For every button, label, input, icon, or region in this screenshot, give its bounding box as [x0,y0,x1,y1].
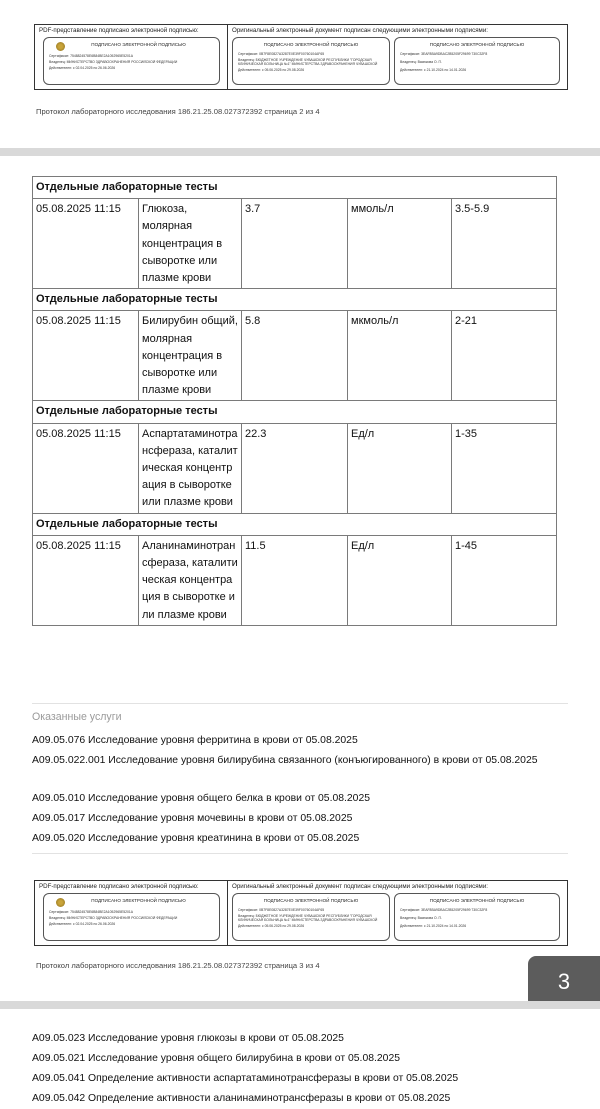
stamp-owner: Владелец: БЮДЖЕТНОЕ УЧРЕЖДЕНИЕ ЧУВАШСКОЙ РЕСПУБЛИКИ "ГОРОДСКАЯ КЛИНИЧЕСКАЯ БОЛЬНИЦА №1" МИНИСТЕРСТВА ЗДРАВООХРАНЕНИЯ ЧУВАШСКОЙ [238,58,378,66]
stamp-cert: Сертификат: 7548824578E6B84BE2A1052965E5201A [49,54,134,58]
cell-unit: Ед/л [348,535,452,625]
section-title: Отдельные лабораторные тесты [33,513,557,535]
section-title: Отдельные лабораторные тесты [33,289,557,311]
stamp-valid: Действителен: с 21.10.2024 по 14.01.2026 [400,924,467,928]
table-section-row [33,401,557,423]
stamp-owner: Владелец: МИНИСТЕРСТВО ЗДРАВООХРАНЕНИЯ РОССИЙСКОЙ ФЕДЕРАЦИИ [49,60,178,64]
stamp-valid: Действителен: с 21.10.2024 по 14.01.2026 [400,68,467,72]
cell-datetime: 05.08.2025 11:15 [33,311,139,401]
services-label: Оказанные услуги [32,711,122,723]
lab-results-table [32,176,557,626]
signature-block-top [34,24,568,90]
cell-test-name: Аланинаминотрансфераза, каталитическая концентрация в сыворотке или плазме крови [139,535,242,625]
cell-unit: мкмоль/л [348,311,452,401]
stamp-valid: Действителен: с 02.04.2025 по 26.06.2026 [49,922,116,926]
table-section-row [33,289,557,311]
service-item: A09.05.076 Исследование уровня ферритина в крови от 05.08.2025 [32,735,358,746]
stamp-cert: Сертификат: 0B7F8E0827A3287E0E39F00760104AF65 [238,908,325,912]
cell-test-name: Глюкоза, молярная концентрация в сыворотке или плазме крови [139,199,242,289]
page-divider [0,1001,600,1009]
signature-stamp [394,37,560,85]
section-title: Отдельные лабораторные тесты [33,177,557,199]
original-signature-header: Оригинальный электронный документ подписан следующими электронными подписями: [232,883,488,890]
stamp-title: ПОДПИСАНО ЭЛЕКТРОННОЙ ПОДПИСЬЮ [263,898,359,903]
protocol-page-caption: Протокол лабораторного исследования 186.21.25.08.027372392 страница 3 из 4 [36,961,320,970]
stamp-title: ПОДПИСАНО ЭЛЕКТРОННОЙ ПОДПИСЬЮ [263,42,359,47]
service-item: A09.05.042 Определение активности аланинаминотрансферазы в крови от 05.08.2025 [32,1093,451,1104]
original-signature-header: Оригинальный электронный документ подписан следующими электронными подписями: [232,27,488,34]
emblem-icon [56,42,65,51]
cell-datetime: 05.08.2025 11:15 [33,535,139,625]
signature-stamp [232,37,390,85]
cell-reference: 3.5-5.9 [452,199,557,289]
signature-stamp [232,893,390,941]
stamp-cert: Сертификат: 0B7F8E0827A3287E0E39F00760104AF65 [238,52,325,56]
table-row [33,311,557,401]
emblem-icon [56,898,65,907]
stamp-title: ПОДПИСАНО ЭЛЕКТРОННОЙ ПОДПИСЬЮ [429,898,525,903]
service-item: A09.05.010 Исследование уровня общего белка в крови от 05.08.2025 [32,793,371,804]
table-section-row [33,177,557,199]
stamp-valid: Действителен: с 02.04.2025 по 26.06.2026 [49,66,116,70]
service-item: A09.05.041 Определение активности аспартатаминотрансферазы в крови от 05.08.2025 [32,1073,459,1084]
cell-reference: 1-45 [452,535,557,625]
table-section-row [33,513,557,535]
service-item: A09.05.022.001 Исследование уровня билирубина связанного (конъюгированного) в крови от 05.08.2025 [32,755,538,766]
service-item: A09.05.017 Исследование уровня мочевины в крови от 05.08.2025 [32,813,353,824]
cell-reference: 2-21 [452,311,557,401]
cell-value: 11.5 [242,535,348,625]
signature-stamp [43,37,220,85]
stamp-owner: Владелец: МИНИСТЕРСТВО ЗДРАВООХРАНЕНИЯ РОССИЙСКОЙ ФЕДЕРАЦИИ [49,916,178,920]
pdf-signature-header: PDF-представление подписано электронной подписью: [39,883,199,890]
signature-stamp [43,893,220,941]
cell-test-name: Билирубин общий, молярная концентрация в сыворотке или плазме крови [139,311,242,401]
services-separator [32,703,568,704]
stamp-cert: Сертификат: 7548824578E6B84BE2A1052965E5201A [49,910,134,914]
section-title: Отдельные лабораторные тесты [33,401,557,423]
table-row [33,423,557,513]
cell-value: 22.3 [242,423,348,513]
pdf-signature-panel [35,25,228,89]
original-signature-panel [228,881,567,945]
cell-value: 5.8 [242,311,348,401]
service-item: A09.05.021 Исследование уровня общего билирубина в крови от 05.08.2025 [32,1053,400,1064]
service-item: A09.05.020 Исследование уровня креатинина в крови от 05.08.2025 [32,833,360,844]
page-number-badge: 3 [528,956,600,1008]
original-signature-panel [228,25,567,89]
signature-block-bottom [34,880,568,946]
cell-reference: 1-35 [452,423,557,513]
protocol-page-caption: Протокол лабораторного исследования 186.21.25.08.027372392 страница 2 из 4 [36,107,320,116]
stamp-owner: Владелец: БЮДЖЕТНОЕ УЧРЕЖДЕНИЕ ЧУВАШСКОЙ РЕСПУБЛИКИ "ГОРОДСКАЯ КЛИНИЧЕСКАЯ БОЛЬНИЦА №1" МИНИСТЕРСТВА ЗДРАВООХРАНЕНИЯ ЧУВАШСКОЙ [238,914,378,922]
page-divider [0,148,600,156]
stamp-cert: Сертификат: 3EAF8BA9DBAC2B5205F29699 730C32F8 [400,52,488,56]
stamp-title: ПОДПИСАНО ЭЛЕКТРОННОЙ ПОДПИСЬЮ [91,42,186,47]
table-row [33,535,557,625]
cell-unit: ммоль/л [348,199,452,289]
stamp-title: ПОДПИСАНО ЭЛЕКТРОННОЙ ПОДПИСЬЮ [429,42,525,47]
stamp-owner: Владелец: Васюкова О. П. [400,60,442,64]
services-separator [32,853,568,854]
stamp-valid: Действителен: с 05.06.2025 по 29.08.2026 [238,68,305,72]
cell-datetime: 05.08.2025 11:15 [33,199,139,289]
cell-datetime: 05.08.2025 11:15 [33,423,139,513]
stamp-owner: Владелец: Васюкова О. П. [400,916,442,920]
signature-stamp [394,893,560,941]
pdf-signature-header: PDF-представление подписано электронной подписью: [39,27,199,34]
stamp-title: ПОДПИСАНО ЭЛЕКТРОННОЙ ПОДПИСЬЮ [91,898,186,903]
stamp-valid: Действителен: с 05.06.2025 по 29.08.2026 [238,924,305,928]
cell-unit: Ед/л [348,423,452,513]
cell-test-name: Аспартатаминотрансфераза, каталитическая концентрация в сыворотке или плазме крови [139,423,242,513]
stamp-cert: Сертификат: 3EAF8BA9DBAC2B5205F29699 730C32F8 [400,908,488,912]
table-row [33,199,557,289]
pdf-signature-panel [35,881,228,945]
cell-value: 3.7 [242,199,348,289]
service-item: A09.05.023 Исследование уровня глюкозы в крови от 05.08.2025 [32,1033,344,1044]
